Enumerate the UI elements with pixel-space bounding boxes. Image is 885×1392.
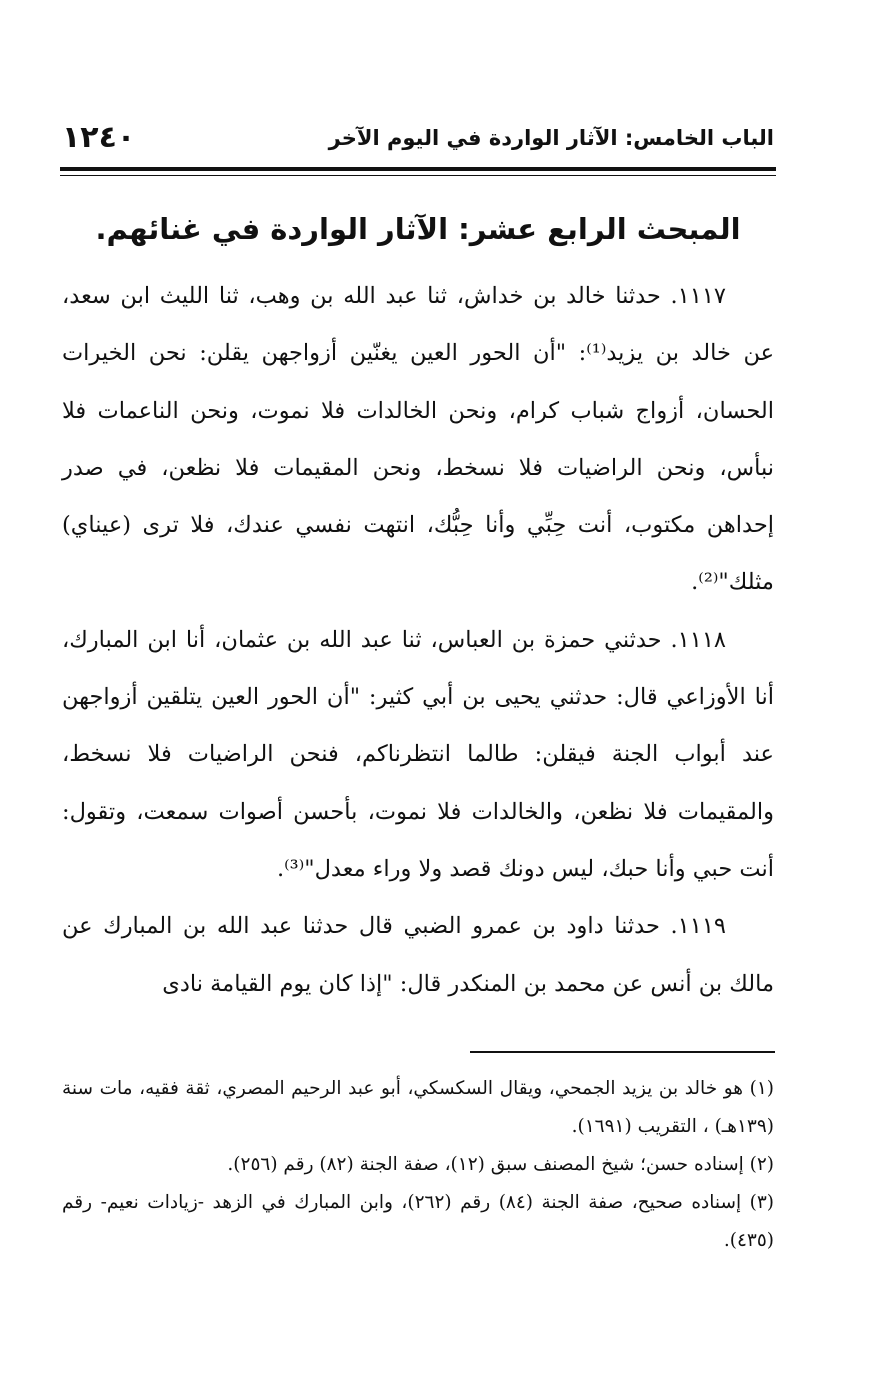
- footnote-1: (١) هو خالد بن يزيد الجمحي، ويقال السكسكي، أبو عبد الرحيم المصري، ثقة فقيه، مات سنة (١٣٩هـ) ، التقريب (١٦٩١).: [62, 1078, 774, 1137]
- footnotes: [62, 1070, 774, 1260]
- paragraph-1118: ١١١٨. حدثني حمزة بن العباس، ثنا عبد الله بن عثمان، أنا ابن المبارك، أنا الأوزاعي قال: حدثني يحيى بن أبي كثير: "أن الحور العين يتلقين أزواجهن عند أبواب الجنة فيقلن: طالما انتظرناكم، فنحن الراضيات فلا نسخط، والمقيمات فلا نظعن، والخالدات فلا نموت، بأحسن أصوات سمعت، وتقول: أنت حبي وأنا حبك، ليس دونك قصد ولا وراء معدل"⁽³⁾.: [62, 626, 774, 882]
- paragraph-1119: ١١١٩. حدثنا داود بن عمرو الضبي قال حدثنا عبد الله بن المبارك عن مالك بن أنس عن محمد بن المنكدر قال: "إذا كان يوم القيامة نادى: [62, 913, 774, 997]
- main-text: [62, 268, 774, 1013]
- footnote-3: (٣) إسناده صحيح، صفة الجنة (٨٤) رقم (٢٦٢)، وابن المبارك في الزهد -زيادات نعيم- رقم (٤٣٥).: [62, 1192, 774, 1251]
- chapter-title: الباب الخامس: الآثار الواردة في اليوم الآخر: [328, 126, 774, 150]
- paragraph-1117: ١١١٧. حدثنا خالد بن خداش، ثنا عبد الله بن وهب، ثنا الليث ابن سعد، عن خالد بن يزيد⁽¹⁾: "أن الحور العين يغنّين أزواجهن يقلن: نحن الخيرات الحسان، أزواج شباب كرام، ونحن الخالدات فلا نموت، ونحن الناعمات فلا نبأس، ونحن الراضيات فلا نسخط، ونحن المقيمات فلا نظعن، في صدر إحداهن مكتوب، أنت حِبِّي وأنا حِبُّك، انتهت نفسي عندك، فلا ترى (عيناي) مثلك"⁽²⁾.: [62, 283, 774, 596]
- section-title: المبحث الرابع عشر: الآثار الواردة في غنائهم.: [95, 212, 741, 246]
- running-header: [62, 118, 774, 158]
- footnote-separator: [470, 1051, 775, 1053]
- header-divider-thin: [60, 175, 776, 176]
- page-number: ١٢٤٠: [62, 120, 136, 155]
- footnote-2: (٢) إسناده حسن؛ شيخ المصنف سبق (١٢)، صفة الجنة (٨٢) رقم (٢٥٦).: [227, 1154, 774, 1175]
- header-divider-thick: [60, 167, 776, 171]
